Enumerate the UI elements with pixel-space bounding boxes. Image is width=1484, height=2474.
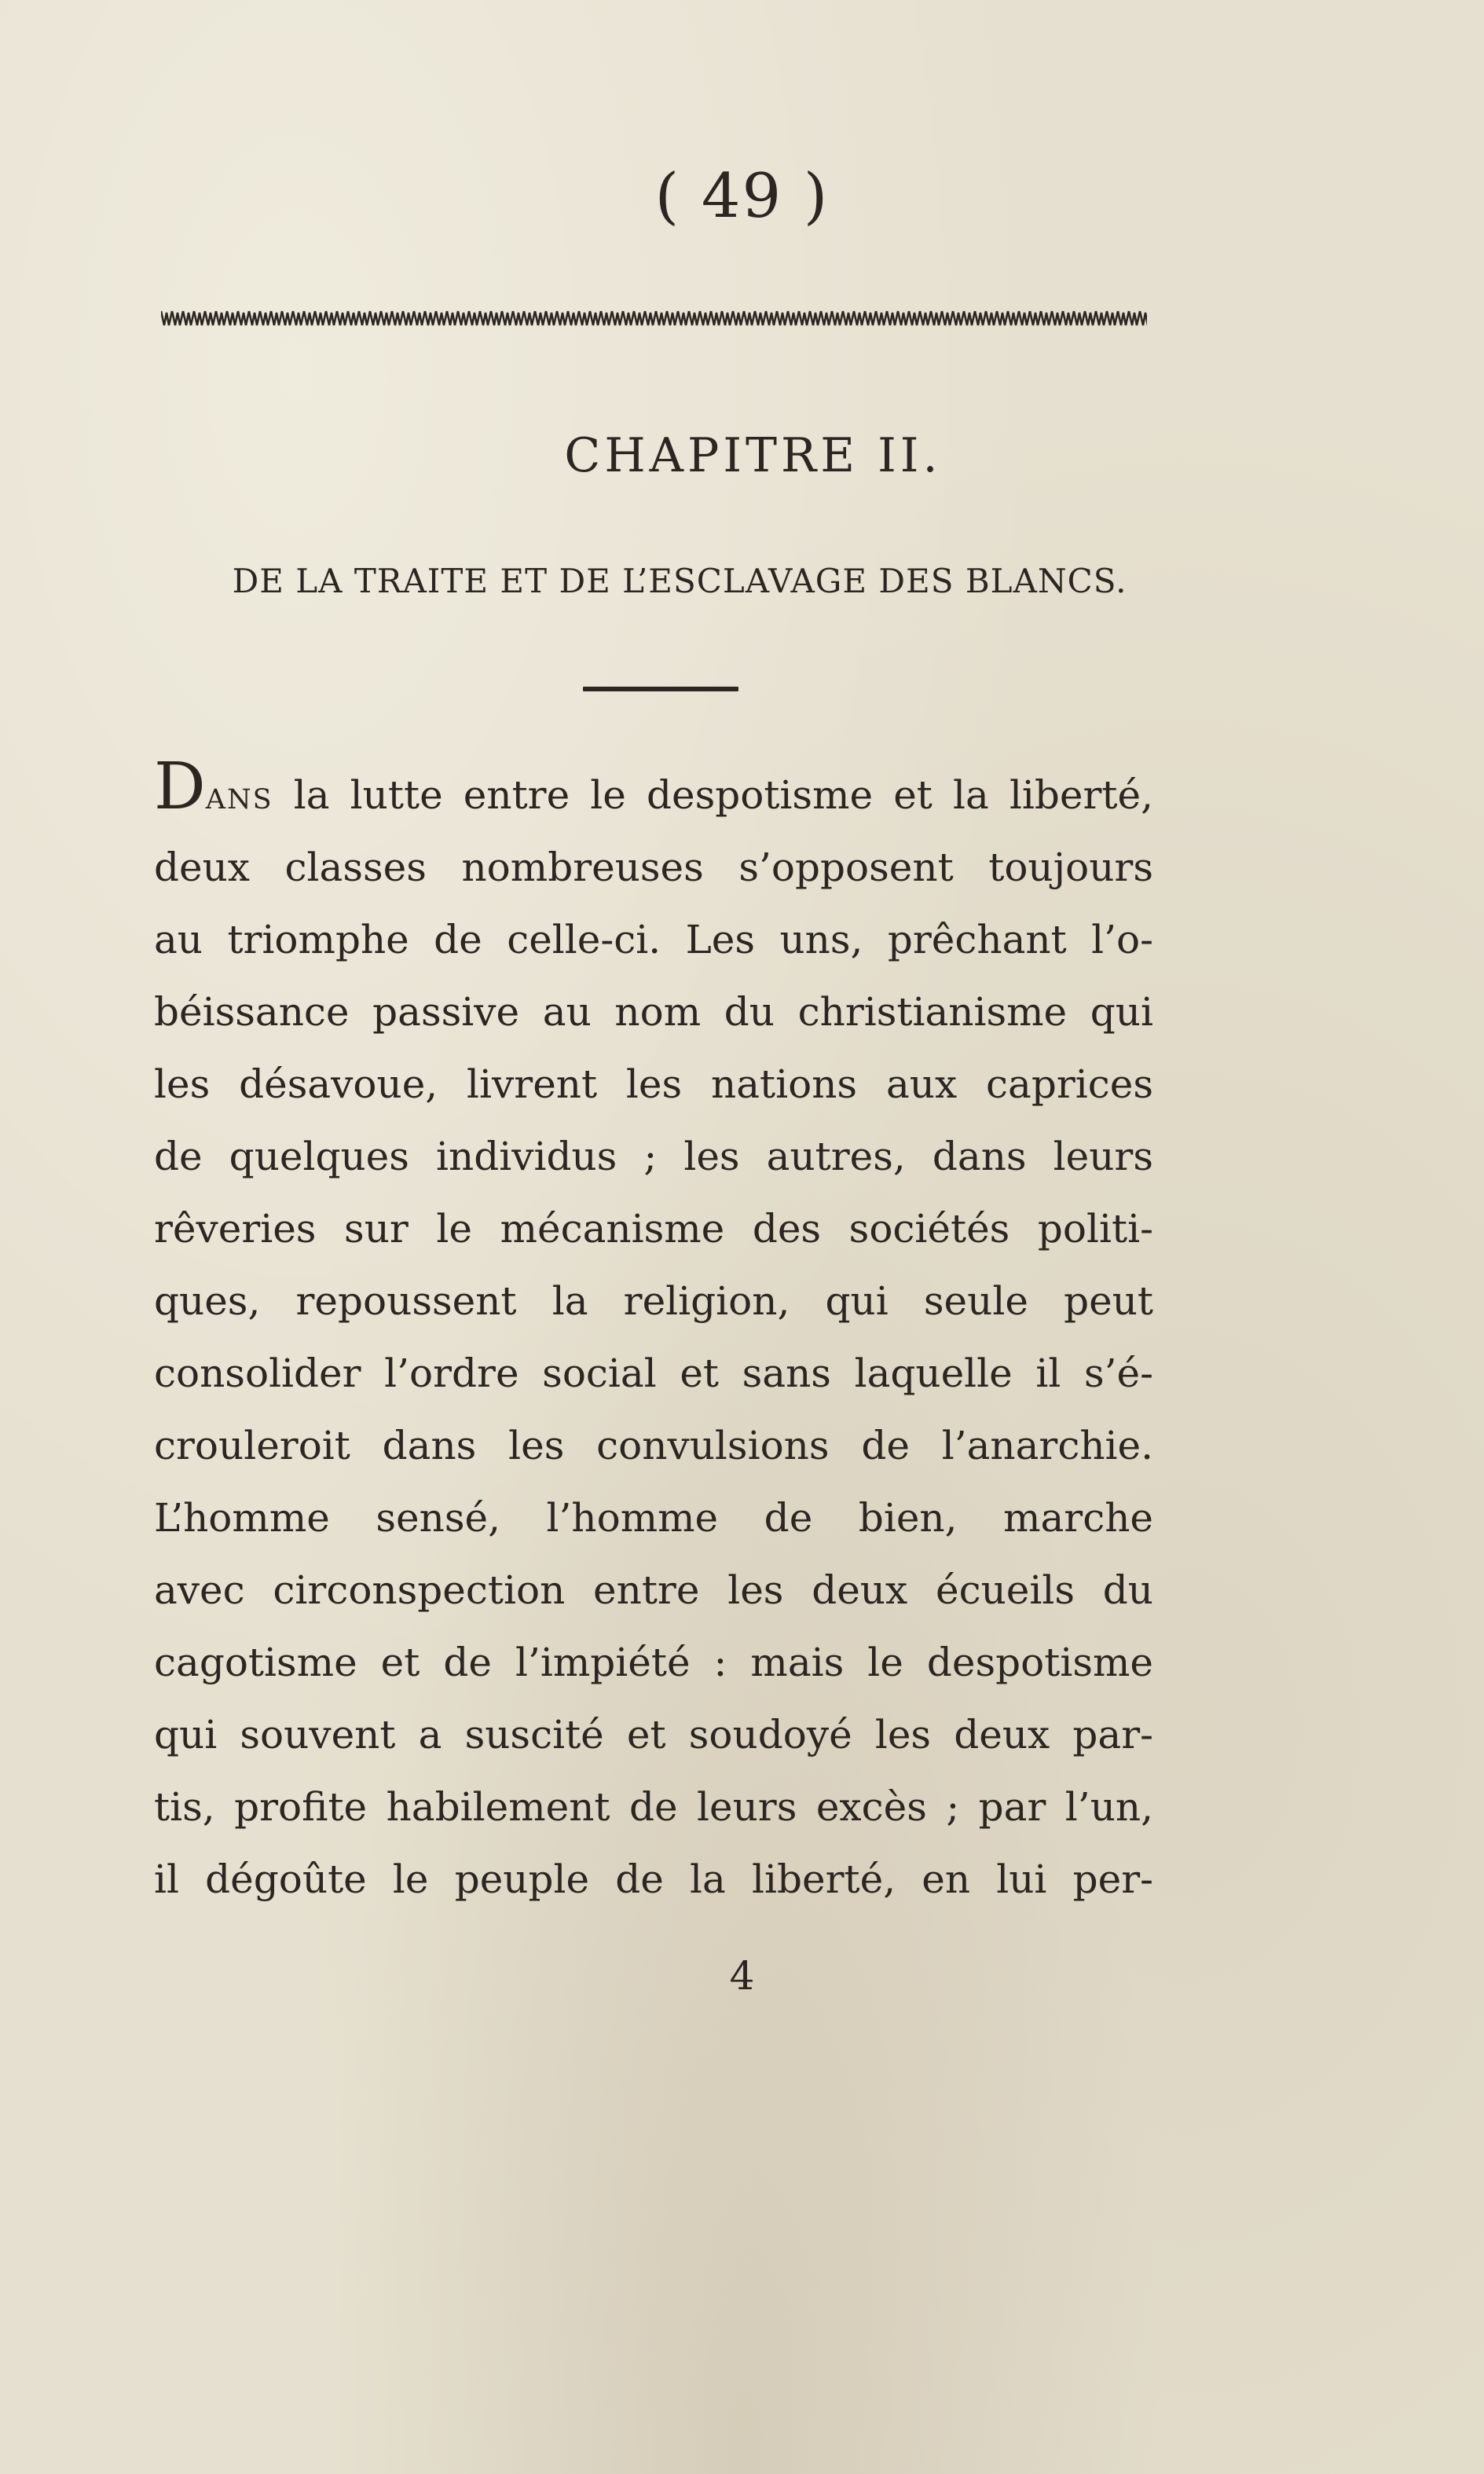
title-rule — [583, 687, 738, 691]
text-line: rêveries sur le mécanisme des sociétés politi- — [154, 1206, 1153, 1252]
text-line — [154, 750, 1153, 831]
text-line: deux classes nombreuses s’opposent toujours — [154, 845, 1153, 890]
text-line: L’homme sensé, l’homme de bien, marche — [154, 1495, 1153, 1541]
text-line: consolider l’ordre social et sans laquelle il s’é- — [154, 1351, 1153, 1396]
text-line: il dégoûte le peuple de la liberté, en lui per- — [154, 1856, 1153, 1902]
text-line: avec circonspection entre les deux écueils du — [154, 1567, 1153, 1613]
text-line: de quelques individus ; les autres, dans leurs — [154, 1134, 1153, 1179]
chapter-subtitle: DE LA TRAITE ET DE L’ESCLAVAGE DES BLANCS. — [232, 562, 1127, 600]
body-text — [154, 750, 1153, 1915]
text-line: qui souvent a suscité et soudoyé les deux par- — [154, 1712, 1153, 1757]
text-line: ques, repoussent la religion, qui seule peut — [154, 1278, 1153, 1324]
text-line: crouleroit dans les convulsions de l’anarchie. — [154, 1423, 1153, 1468]
first-line-text: la lutte entre le despotisme et la liberté, — [273, 772, 1153, 818]
page-number: ( 49 ) — [654, 161, 830, 232]
text-line: cagotisme et de l’impiété : mais le despotisme — [154, 1640, 1153, 1685]
text-line: béissance passive au nom du christianisme qui — [154, 989, 1153, 1035]
text-line: les désavoue, livrent les nations aux caprices — [154, 1061, 1153, 1107]
signature-mark: 4 — [729, 1953, 755, 1999]
text-line: tis, profite habilement de leurs excès ; par l’un, — [154, 1784, 1153, 1830]
chapter-title: CHAPITRE II. — [564, 428, 942, 483]
ornamental-divider — [161, 306, 1147, 330]
text-line: au triomphe de celle-ci. Les uns, prêchant l’o- — [154, 917, 1153, 962]
first-word-small-caps: ANS — [205, 784, 273, 816]
drop-cap: D — [154, 750, 206, 824]
